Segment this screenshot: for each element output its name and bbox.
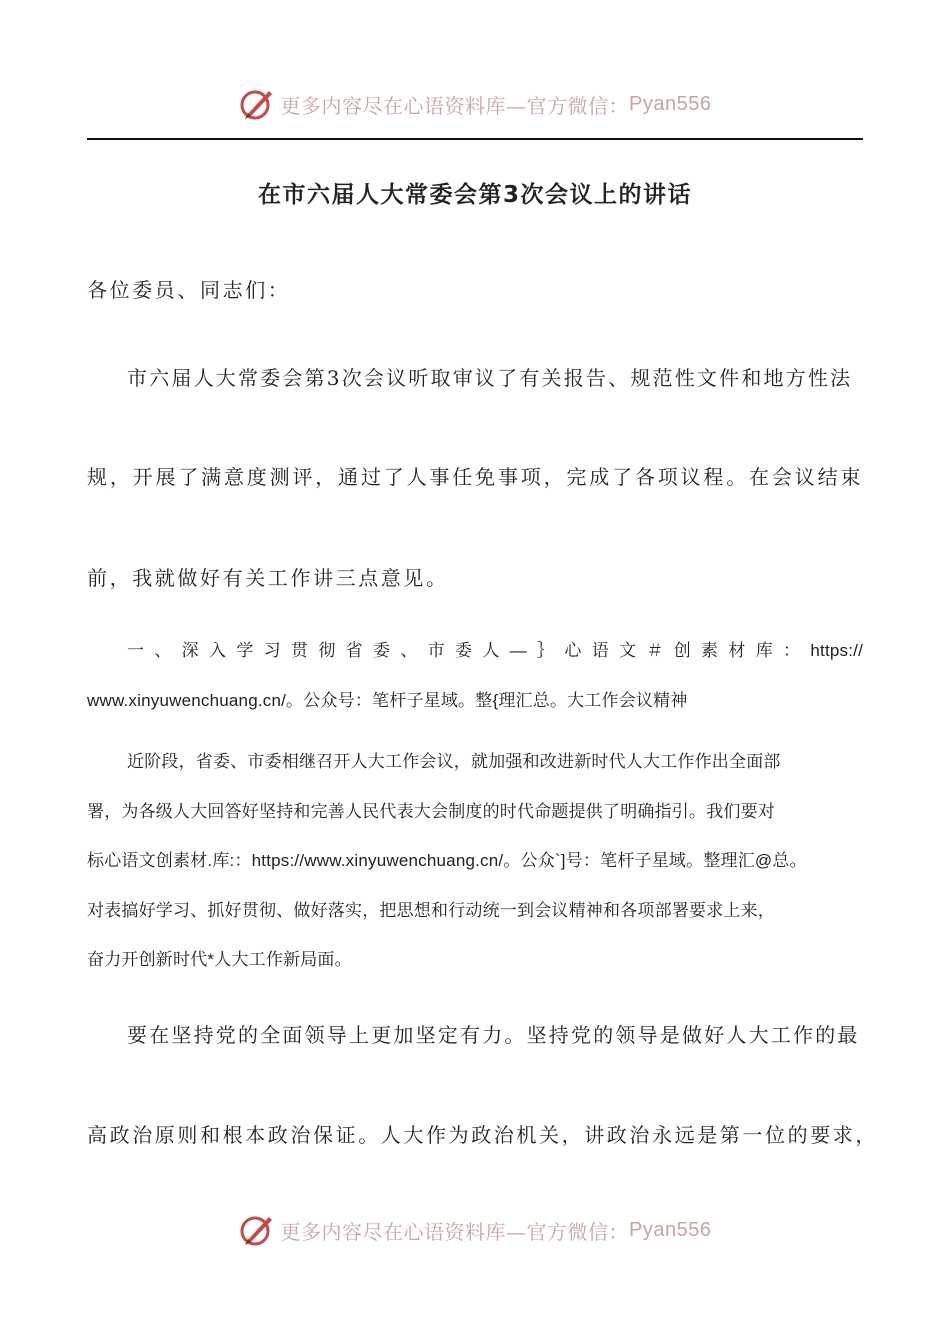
document-title: 在市六届人大常委会第3次会议上的讲话 xyxy=(257,182,692,208)
section-heading-line: www.xinyuwenchuang.cn/。公众号：笔杆子星域。整{理汇总。大工作会议精神 xyxy=(87,691,688,710)
banner-wechat-id: Pyan556 xyxy=(629,92,712,115)
paragraph-line: 近阶段，省委、市委相继召开人大工作会议，就加强和改进新时代人大工作作出全面部 xyxy=(127,752,781,771)
paragraph-line: 奋力开创新时代*人大工作新局面。 xyxy=(87,950,352,969)
footer-banner xyxy=(0,1210,950,1250)
paragraph-line: 对表搞好学习、抓好贯彻、做好落实，把思想和行动统一到会议精神和各项部署要求上来， xyxy=(87,901,775,920)
pen-logo-icon xyxy=(239,86,275,122)
paragraph-line: 标心语文创素材.库:：https://www.xinyuwenchuang.cn/。公众`]号：笔杆子星域。整理汇@总。 xyxy=(87,851,807,870)
header-divider xyxy=(87,138,863,140)
paragraph-line: 市六届人大常委会第3次会议听取审议了有关报告、规范性文件和地方性法 xyxy=(127,366,853,390)
header-banner xyxy=(0,84,950,124)
banner-wechat-id: Pyan556 xyxy=(629,1218,712,1241)
paragraph-line: 前，我就做好有关工作讲三点意见。 xyxy=(87,566,449,590)
section-heading-line: 一、深入学习贯彻省委、市委人—｝心语文＃创素材库：https:// xyxy=(127,641,863,660)
banner-text: 更多内容尽在心语资料库—官方微信： xyxy=(280,93,630,118)
pen-logo-icon xyxy=(239,1212,275,1248)
banner-text: 更多内容尽在心语资料库—官方微信： xyxy=(280,1219,630,1244)
paragraph-line: 规，开展了满意度测评，通过了人事任免事项，完成了各项议程。在会议结束 xyxy=(87,465,863,489)
salutation: 各位委员、同志们： xyxy=(87,278,291,302)
paragraph-line: 高政治原则和根本政治保证。人大作为政治机关，讲政治永远是第一位的要求， xyxy=(87,1123,878,1147)
paragraph-line: 要在坚持党的全面领导上更加坚定有力。坚持党的领导是做好人大工作的最 xyxy=(127,1023,860,1047)
paragraph-line: 署，为各级人大回答好坚持和完善人民代表大会制度的时代命题提供了明确指引。我们要对 xyxy=(87,802,775,821)
